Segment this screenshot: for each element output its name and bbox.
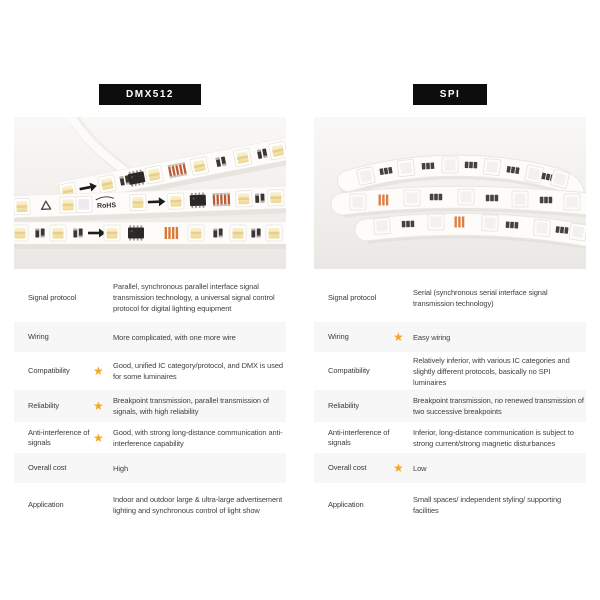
row-description: Breakpoint transmission, parallel transmission of signals, with high reliability <box>113 396 270 416</box>
row-label: Application <box>28 500 64 509</box>
row-label: Reliability <box>328 401 359 410</box>
table-row <box>14 352 286 390</box>
table-row <box>14 273 286 322</box>
column-spi <box>314 84 586 527</box>
star-icon: ★ <box>393 461 404 475</box>
row-label: Overall cost <box>328 463 367 472</box>
row-description: Relatively inferior, with various IC categories and slightly different protocols, basically no SPI luminaires <box>413 355 570 387</box>
dmx512-table <box>14 273 286 527</box>
row-description: Indoor and outdoor large & ultra-large advertisement lighting and synchronous control of light show <box>113 495 283 515</box>
spi-strip-photo <box>314 117 586 269</box>
spi-strip-illustration <box>314 117 586 269</box>
ic-chip-icon <box>128 225 144 240</box>
row-description: Good, with strong long-distance communication anti-interference capability <box>113 427 283 448</box>
table-row <box>14 422 286 453</box>
spi-badge: SPI <box>413 84 488 105</box>
row-label: Compatibility <box>328 366 370 375</box>
dmx512-strip-photo <box>14 117 286 269</box>
row-label: Overall cost <box>28 463 67 472</box>
star-icon: ★ <box>93 430 104 445</box>
badge-row <box>14 84 286 105</box>
table-row <box>314 352 586 390</box>
rohs-text: RoHS <box>96 202 117 210</box>
row-label: Reliability <box>28 401 59 410</box>
table-row <box>14 453 286 483</box>
row-label: Application <box>328 500 364 509</box>
solder-pads-icon <box>379 195 389 206</box>
star-icon: ★ <box>93 364 104 378</box>
led-strip-middle <box>342 189 586 210</box>
table-row <box>314 483 586 527</box>
row-description: Inferior, long-distance communication is subject to strong current/strong magnetic disturbances <box>413 427 574 448</box>
table-row <box>314 453 586 483</box>
led-strip-bottom <box>14 222 286 249</box>
row-label: Anti-interference of signals <box>328 427 390 447</box>
solder-pads-icon <box>455 217 465 228</box>
table-row <box>14 483 286 527</box>
row-description: Small spaces/ independent styling/ supporting facilities <box>413 495 562 515</box>
row-label: Compatibility <box>28 366 70 375</box>
row-description: Serial (synchronous serial interface signal transmission technology) <box>413 287 548 308</box>
star-icon: ★ <box>93 399 104 413</box>
row-label: Anti-interference of signals <box>28 427 90 447</box>
row-label: Wiring <box>28 332 49 341</box>
column-dmx512 <box>14 84 286 527</box>
ic-chip-icon <box>127 169 146 187</box>
row-description: More complicated, with one more wire <box>113 332 236 342</box>
row-description: Parallel, synchronous parallel interface signal transmission technology, a universal signal control protocol for digital lighting equipment <box>113 282 275 313</box>
dmx512-badge: DMX512 <box>99 84 201 105</box>
table-row <box>314 422 586 453</box>
row-description: High <box>113 463 129 473</box>
row-description: Easy wiring <box>413 332 451 342</box>
row-description: Breakpoint transmission, no renewed transmission of two successive breakpoints <box>413 396 584 416</box>
row-label: Signal protocol <box>28 292 77 302</box>
row-description: Low <box>413 463 427 473</box>
row-description: Good, unified IC category/protocol, and DMX is used for some luminaires <box>113 361 283 381</box>
table-row <box>314 322 586 352</box>
dmx512-strip-illustration <box>14 117 286 269</box>
table-row <box>314 273 586 322</box>
badge-row <box>314 84 586 105</box>
star-icon: ★ <box>393 330 404 344</box>
row-label: Signal protocol <box>328 292 377 302</box>
table-row <box>14 390 286 422</box>
spi-table <box>314 273 586 527</box>
table-row <box>14 322 286 352</box>
row-label: Wiring <box>328 332 349 341</box>
table-row <box>314 390 586 422</box>
